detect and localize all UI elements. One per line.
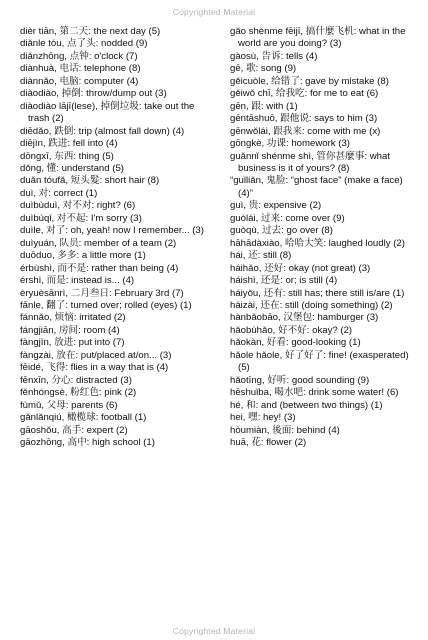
glossary-entry: guì, 贵: expensive (2) [230,200,322,212]
glossary-entry: hēshuǐba, 喝水吧: drink some water! (6) [230,387,399,399]
glossary-entry: huā, 花: flower (2) [230,436,307,448]
glossary-entry: gěiwǒ chī, 给我吃: for me to eat (6) [230,88,379,100]
glossary-entry: gōngkè, 功课: homework (3) [230,138,350,150]
glossary-entry: diàodiào lājī(lese), 掉倒垃圾: take out the trash (2) [20,100,195,125]
glossary-entry: diējìn, 跌进: fell into (4) [20,138,118,150]
glossary-entry: guǎnnǐ shénme shì, 管你甚麼事: what business is it of yours? (8) [230,150,390,174]
glossary-entry: duìbùduì, 对不对: right? (6) [20,200,136,212]
glossary-entry: háiyǒu, 还有: still has; there still is/are (1) [230,287,405,299]
glossary-entry: fēidé, 飞得: flies in a way that is (4) [20,362,169,374]
glossary-entry: èryuèsānrì, 二月叁日: February 3rd (7) [20,287,184,299]
glossary-entry: hei, 嘿: hey! (3) [230,412,296,424]
glossary-entry: dōngxī, 东西: thing (5) [20,150,114,162]
glossary-entry: diànhuà, 电话: telephone (8) [20,63,141,75]
glossary-entry: háishì, 还是: or; is still (4) [230,275,338,287]
glossary-entry: háizài, 还在: still (doing something) (2) [230,299,393,311]
glossary-entry: duìle, 对了: oh, yeah! now I remember... (3) [20,225,204,237]
glossary-entry: gāoshǒu, 高手: expert (2) [20,424,128,436]
glossary-entry: fānle, 翻了: turned over; rolled (eyes) (1) [20,299,192,311]
glossary-entry: hǎobùhǎo, 好不好: okay? (2) [230,324,353,336]
glossary-entry: fùmǔ, 父母: parents (6) [20,399,118,411]
glossary-entry: fánnǎo, 烦恼: irritated (2) [20,312,126,324]
glossary-entry: fěnhóngsè, 粉红色: pink (2) [20,387,137,399]
glossary-entry: hànbǎobāo, 汉堡包: hamburger (3) [230,312,379,324]
glossary-entry: gēn, 跟: with (1) [230,100,298,112]
glossary-entry: hǎole hǎole, 好了好了: fine! (exasperated) (5) [230,349,409,374]
glossary-entry: duōduo, 多多: a little more (1) [20,250,146,262]
glossary-entry: gēntāshuō, 跟他说: says to him (3) [230,113,378,125]
glossary-entry: gǎnlǎnqiú, 橄榄球: football (1) [20,412,147,424]
glossary-entry: “guǐliǎn, 鬼脸: “ghost face” (make a face) (4)” [230,175,403,199]
glossary-entry: dièr tiān, 第二天: the next day (5) [20,26,161,37]
glossary-entry: duìbùqǐ, 对不起: I'm sorry (3) [20,212,142,224]
glossary-entry: hāhādàxiào, 哈哈大笑: laughed loudly (2) [230,237,405,249]
glossary-entry: fēnxīn, 分心: distracted (3) [20,374,132,386]
watermark-top: Copyrighted Material [172,7,256,17]
glossary-entry: gǎo shénme fēijī, 搞什麼飞机: what in the world are you doing? (3) [230,26,406,50]
glossary-entry: diànnǎo, 电脑: computer (4) [20,75,139,87]
glossary-entry: gēnwǒlái, 跟我来: come with me (x) [230,125,381,137]
glossary-column-left [20,26,206,449]
glossary-entry: guòqù, 过去: go over (8) [230,225,333,237]
glossary-entry: hòumiàn, 後面: behind (4) [230,424,340,436]
glossary-entry: fàngzài, 放在: put/placed at/on... (3) [20,349,172,361]
glossary-entry: gěicuòle, 给错了: gave by mistake (8) [230,75,389,87]
glossary-entry: diēdǎo, 跌倒: trip (almost fall down) (4) [20,125,185,137]
glossary-entry: gē, 歌: song (9) [230,63,297,75]
glossary-entry: duìyuán, 队员: member of a team (2) [20,237,177,249]
glossary-entry: fángjiān, 房间: room (4) [20,324,120,336]
glossary-entry: gāozhōng, 高中: high school (1) [20,436,155,448]
glossary-entry: hái, 还: still (8) [230,250,292,262]
glossary-entry: diàodiào, 掉倒: throw/dump out (3) [20,88,167,100]
glossary-entry: diǎnzhōng, 点钟: o'clock (7) [20,50,138,62]
glossary-entry: hǎotīng, 好听: good sounding (9) [230,374,370,386]
glossary-entry: fàngjìn, 放进: put into (7) [20,337,125,349]
glossary-entry: hǎokàn, 好看: good-looking (1) [230,337,361,349]
glossary-entry: duì, 对: correct (1) [20,187,98,199]
glossary-entry: érshì, 而是: instead is... (4) [20,275,135,287]
glossary-entry: diǎnle tóu, 点了头: nodded (9) [20,38,148,50]
glossary-entry: duǎn tóufǎ, 短头髮: short hair (8) [20,175,160,187]
watermark-bottom: Copyrighted Material [172,626,256,636]
glossary-entry: dǒng, 懂: understand (5) [20,162,124,174]
glossary-entry: gàosù, 告诉: tells (4) [230,50,318,62]
glossary-entry: érbùshì, 而不是: rather than being (4) [20,262,179,274]
glossary-entry: háihǎo, 还好: okay (not great) (3) [230,262,371,274]
glossary-entry: guòlái, 过来: come over (9) [230,212,345,224]
glossary-column-right [230,26,416,449]
glossary-entry: hé, 和: and (between two things) (1) [230,399,383,411]
